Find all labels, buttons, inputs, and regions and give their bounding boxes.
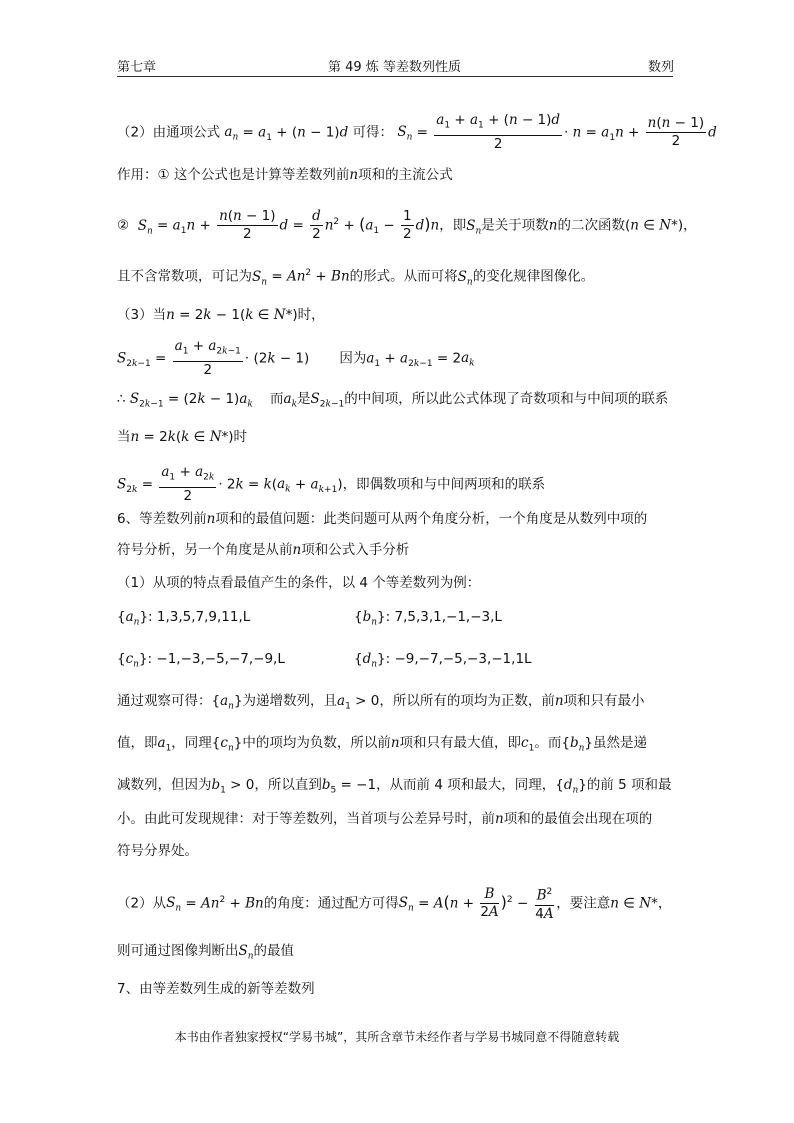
text: （2）由通项公式: [117, 124, 221, 141]
seq-d: $\{d_n\}$: −9,−7,−5,−3,−1,1L: [354, 651, 532, 670]
line-usage: 作用：① 这个公式也是计算等差数列前n项和的主流公式: [117, 167, 453, 183]
section-7-heading: 7、由等差数列生成的新等差数列: [117, 981, 315, 997]
text: 的变化规律图像化。: [472, 268, 595, 285]
text: 作用：① 这个公式也是计算等差数列前: [117, 167, 350, 183]
line-odd-sum: $S_{2k-1}$ = $\frac{a_1 + a_{2k-1}}{2}$ · (2k − 1) 因为$a_1 + a_{2k-1} = 2a_k$: [117, 338, 475, 378]
line-quadratic: ② $S_n = a_1n$ + $\frac{n(n - 1)}{2}$ d = $\frac{d}{2}$ $n^2 + (a_1$ − $\frac{1}{2}$ d)n，即$S_n$是关于项数n的二次函数(n ∈ N*)，: [117, 208, 697, 242]
text: 因为: [339, 350, 367, 367]
seq-b: $\{b_n\}$: 7,5,3,1,−1,−3,L: [354, 609, 502, 628]
text: 减数列，但因为: [117, 777, 212, 793]
text: 是: [297, 391, 311, 407]
text: 且不含常数项，可记为: [117, 268, 252, 285]
text: 小。由此可发现规律：对于等差数列，当首项与公差异号时，前: [117, 811, 495, 827]
text: 项和只有最小: [563, 693, 645, 709]
line-examples-intro: （1）从项的特点看最值产生的条件，以 4 个等差数列为例：: [117, 575, 481, 591]
line-general-formula: （2）由通项公式 $a_n = a_1 + (n - 1)d$ 可得： $S_n$ = $\frac{a_1 + a_1 + (n - 1)d}{2}$ · $n = a_1n$ + $\frac{n(n - 1)}{2}$ d: [117, 112, 717, 152]
text: 为递增数列，且: [242, 693, 338, 709]
text: 而: [270, 391, 284, 407]
text: : −9,−7,−5,−3,−1,1L: [385, 651, 532, 667]
para-observe-5: 符号分界处。: [117, 843, 198, 859]
text: 6、等差数列前: [117, 511, 207, 527]
text: 的中间项，所以此公式体现了奇数项和与中间项的联系: [344, 391, 669, 407]
copyright-footer: 本书由作者独家授权“学易书城”，其所含章节未经作者与学易书城同意不得随意转载: [174, 1030, 620, 1044]
text: 是关于项数: [481, 217, 549, 234]
text: 时，: [297, 307, 325, 323]
text: 的二次函数: [557, 217, 625, 234]
text: : −1,−3,−5,−7,−9,L: [147, 651, 285, 667]
text: （2）从: [117, 895, 167, 912]
text: : 1,3,5,7,9,11,L: [148, 609, 251, 625]
text: 项和的最值会出现在项的: [503, 811, 653, 827]
line-even-case: 当n = 2k(k ∈ N*)时: [117, 429, 248, 445]
line-even-sum: $S_{2k}$ = $\frac{a_1 + a_{2k}}{2}$ · $2k = k(a_k + a_{k+1})$，即偶数项和与中间两项和的联系: [117, 464, 546, 504]
text: ，同理: [171, 735, 212, 751]
para-observe-1: 通过观察可得：$\{a_n\}$为递增数列，且$a_1 > 0$，所以所有的项均为正数，前n项和只有最小: [117, 693, 645, 712]
text: 项和只有最大值，即: [399, 735, 522, 751]
text: 时: [233, 429, 248, 445]
seq-a: $\{a_n\}$: 1,3,5,7,9,11,L: [117, 609, 251, 628]
header-chapter: 第七章: [117, 60, 157, 75]
seq-c: $\{c_n\}$: −1,−3,−5,−7,−9,L: [117, 651, 285, 670]
para-observe-3: 减数列，但因为$b_1 > 0$，所以直到$b_5 = -1$，从而前 4 项和最大，同理，$\{d_n\}$的前 5 项和最: [117, 777, 672, 796]
header-rule: [117, 76, 673, 77]
text: 则可通过图像判断出: [117, 943, 239, 959]
text: （3）当: [117, 307, 167, 323]
line-form: 且不含常数项，可记为$S_n = An^2 + Bn$的形式。从而可将$S_n$的变化规律图像化。: [117, 268, 595, 288]
text: 虽然是递: [592, 735, 647, 751]
line-section-6b: 符号分析，另一个角度是从前n项和公式入手分析: [117, 542, 410, 558]
text: 的最值: [253, 943, 295, 959]
header-title: 第 49 炼 等差数列性质: [328, 60, 461, 75]
header-section: 数列: [648, 60, 675, 75]
text: : 7,5,3,1,−1,−3,L: [385, 609, 502, 625]
text: ，即偶数项和与中间两项和的联系: [342, 476, 546, 493]
text: 值，即: [117, 735, 158, 751]
text: 当: [117, 429, 131, 445]
text: 项和的最值问题：此类问题可从两个角度分析，一个角度是从数列中项的: [215, 511, 648, 527]
line-section-6: 6、等差数列前n项和的最值问题：此类问题可从两个角度分析，一个角度是从数列中项的: [117, 511, 648, 527]
text: ，即: [439, 217, 467, 234]
text: 项和公式入手分析: [301, 542, 410, 558]
text: 中的项均为负数，所以前: [242, 735, 391, 751]
text: ，从而前 4 项和最大，同理，: [376, 777, 556, 793]
text: 通过观察可得：: [117, 693, 212, 709]
text: 可得：: [352, 124, 394, 141]
text: ，所以所有的项均为正数，前: [379, 693, 555, 709]
line-completing-square: （2）从$S_n = An^2 + Bn$的角度：通过配方可得$S_n = A(n$ + $\frac{B}{2A}$ )$^2$ − $\frac{B^2}{4A}$ ，要注意n ∈ N*，: [117, 885, 672, 922]
text: 符号分析，另一个角度是从前: [117, 542, 293, 558]
line-odd-case: （3）当n = 2k − 1(k ∈ N*)时，: [117, 307, 325, 323]
text: 。而: [534, 735, 562, 751]
para-observe-2: 值，即$a_1$，同理$\{c_n\}$中的项均为负数，所以前n项和只有最大值，即$c_1$。而$\{b_n\}$虽然是递: [117, 735, 647, 754]
text: 的角度：通过配方可得: [263, 895, 399, 912]
para-observe-4: 小。由此可发现规律：对于等差数列，当首项与公差异号时，前n项和的最值会出现在项的: [117, 811, 653, 827]
line-odd-conclusion: ∴ $S_{2k-1} = (2k - 1)a_k$ 而$a_k$是$S_{2k-1}$的中间项，所以此公式体现了奇数项和与中间项的联系: [117, 391, 669, 410]
text: ，所以直到: [254, 777, 322, 793]
line-graph-extremum: 则可通过图像判断出$S_n$的最值: [117, 943, 295, 962]
text: 的形式。从而可将: [349, 268, 458, 285]
text: 项和的主流公式: [358, 167, 453, 183]
text: 的前 5 项和最: [586, 777, 672, 793]
text: ②: [117, 217, 130, 234]
text: ，要注意: [556, 895, 611, 912]
